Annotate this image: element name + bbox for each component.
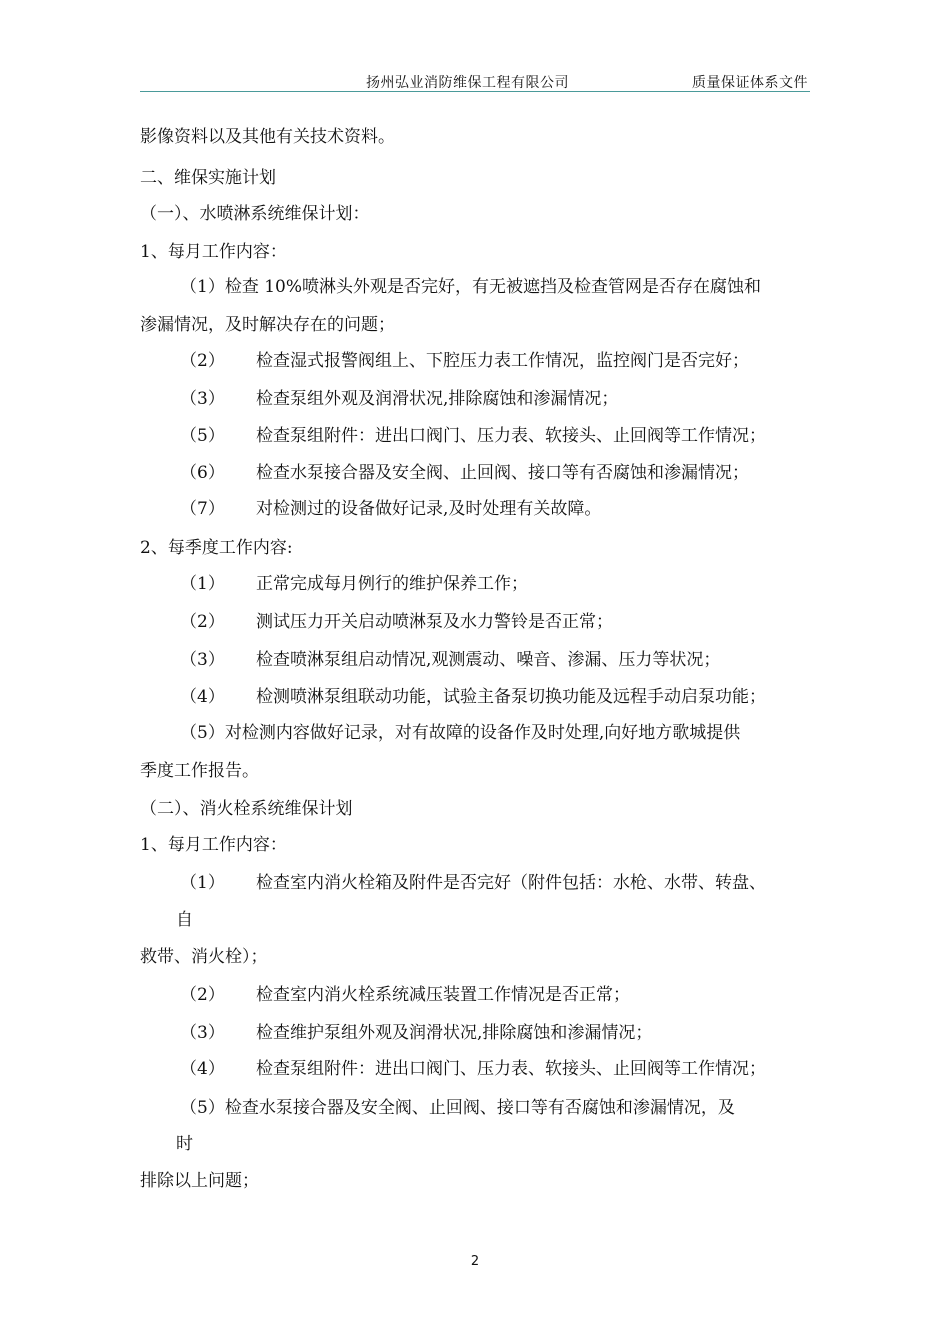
document-title: 质量保证体系文件 [692,75,808,91]
item-text: 检查维护泵组外观及润滑状况,排除腐蚀和渗漏情况； [256,1023,653,1043]
section-heading: 二、维保实施计划 [140,168,276,188]
item-number: （2） [180,985,225,1005]
item-number: （2） [180,351,225,371]
text-line: 季度工作报告。 [140,761,259,781]
text-line: （5）对检测内容做好记录，对有故障的设备作及时处理,向好地方歌城提供 [180,723,741,743]
item-heading: 1、每月工作内容： [140,835,287,855]
company-name: 扬州弘业消防维保工程有限公司 [366,75,569,91]
item-number: （4） [180,687,225,707]
item-heading: 1、每月工作内容： [140,242,287,262]
item-number: （3） [180,389,225,409]
text-line: （1）检查 10%喷淋头外观是否完好，有无被遮挡及检查管网是否存在腐蚀和 [180,277,762,297]
text-line: 救带、消火栓）； [140,947,268,967]
item-number: （3） [180,1023,225,1043]
text-line: （5）检查水泵接合器及安全阀、止回阀、接口等有否腐蚀和渗漏情况，及 [180,1098,735,1118]
item-number: （4） [180,1059,225,1079]
item-text: 检查泵组外观及润滑状况,排除腐蚀和渗漏情况； [256,389,619,409]
text-line: 自 [176,910,193,930]
text-line: 渗漏情况，及时解决存在的问题； [140,315,395,335]
item-number: （7） [180,499,225,519]
text-line: 时 [176,1134,193,1154]
subsection-heading: （一）、水喷淋系统维保计划： [140,204,370,224]
item-text: 检测喷淋泵组联动功能，试验主备泵切换功能及远程手动启泵功能； [256,687,766,707]
item-number: （2） [180,612,225,632]
text-line: 排除以上问题； [140,1171,259,1191]
item-number: （1） [180,873,225,893]
item-text: 检查喷淋泵组启动情况,观测震动、噪音、渗漏、压力等状况； [256,650,721,670]
text-line: 影像资料以及其他有关技术资料。 [140,127,395,147]
item-text: 检查湿式报警阀组上、下腔压力表工作情况，监控阀门是否完好； [256,351,749,371]
item-number: （1） [180,574,225,594]
item-text: 检查水泵接合器及安全阀、止回阀、接口等有否腐蚀和渗漏情况； [256,463,749,483]
item-text: 检查泵组附件：进出口阀门、压力表、软接头、止回阀等工作情况； [256,1059,766,1079]
item-number: （5） [180,426,225,446]
item-text: 检查泵组附件：进出口阀门、压力表、软接头、止回阀等工作情况； [256,426,766,446]
item-heading: 2、每季度工作内容: [140,538,293,558]
item-text: 检查室内消火栓箱及附件是否完好（附件包括：水枪、水带、转盘、 [256,873,766,893]
item-text: 对检测过的设备做好记录,及时处理有关故障。 [256,499,602,519]
item-text: 检查室内消火栓系统减压装置工作情况是否正常； [256,985,630,1005]
item-number: （6） [180,463,225,483]
page-number: 2 [470,1254,480,1269]
item-text: 正常完成每月例行的维护保养工作； [256,574,528,594]
subsection-heading: （二）、消火栓系统维保计划 [140,799,353,819]
item-text: 测试压力开关启动喷淋泵及水力警铃是否正常； [256,612,613,632]
header-divider [140,91,810,92]
item-number: （3） [180,650,225,670]
